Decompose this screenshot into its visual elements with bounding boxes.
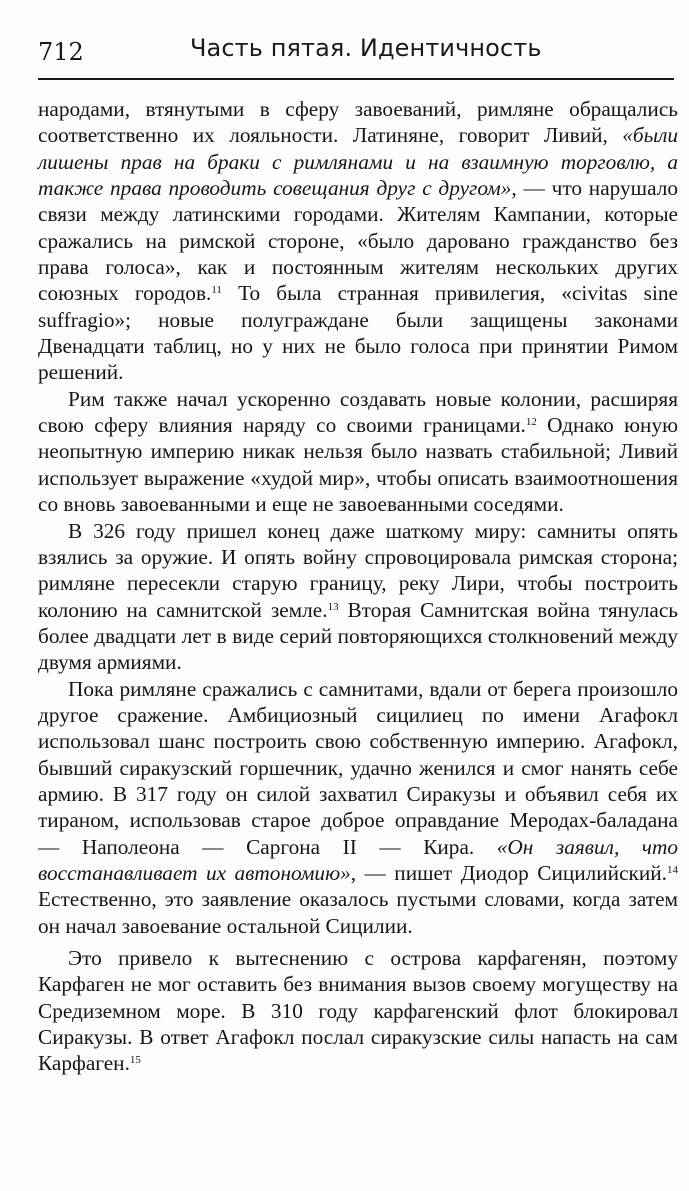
- footnote-ref-13: 13: [327, 600, 339, 613]
- footnote-ref-11: 11: [211, 284, 222, 297]
- paragraph-2-text-1: Рим также начал ускоренно создавать новые колонии, расширяя свою сферу влияния наряду со своими границами.: [38, 386, 678, 438]
- running-head: Часть пятая. Идентичность: [190, 34, 542, 62]
- paragraph-1-quote: «были лишены прав на браки с римлянами и на взаимную торговлю, а также права проводить совещания друг с другом»: [38, 123, 678, 201]
- footnote-ref-15: 15: [129, 1054, 141, 1067]
- paragraph-3: [38, 518, 678, 676]
- paragraph-4: [38, 676, 678, 939]
- paragraph-2-text-2: Однако юную неопытную империю никак нельзя было назвать стабильной; Ливий использует выражение «худой мир», чтобы описать взаимоотношения со вновь завоеванными и еще не завоеванными соседями.: [38, 413, 679, 517]
- paragraph-1-text-3: То была странная привилегия, «civitas sine suffragio»; новые полуграждане были защищены законами Двенадцати таблиц, но у них не было голоса при принятии Римом решений.: [38, 281, 678, 385]
- paragraph-4-text-2: , — пишет Диодор Сицилийский.: [350, 860, 667, 885]
- paragraph-3-text-2: Вторая Самнитская война тянулась более двадцати лет в виде серий повторяющихся столкновений между двумя армиями.: [38, 597, 679, 675]
- paragraph-5: [38, 945, 678, 1077]
- paragraph-2: [38, 386, 678, 518]
- paragraph-4-quote: «Он заявил, что восстанавливает их автономию»: [38, 834, 678, 885]
- paragraph-1-text-1: народами, втянутыми в сферу завоеваний, римляне обращались соответственно их лояльности. Латиняне, говорит Ливий,: [38, 97, 678, 148]
- paragraph-1: [38, 96, 678, 386]
- paragraph-5-text-1: Это привело к вытеснению с острова карфагенян, поэтому Карфаген не мог оставить без внимания вызов своему могуществу на Средиземном море. В 310 году карфагенский флот блокировал Сиракузы. В ответ Агафокл послал сиракузские силы напасть на сам Карфаген.: [38, 946, 678, 1076]
- footnote-ref-14: 14: [667, 863, 678, 876]
- header-rule: [38, 78, 674, 80]
- paragraph-1-text-2: , — что нарушало связи между латинскими городами. Жителям Кампании, которые сражались на римской стороне, «было даровано гражданство без права голоса», как и постоянным жителям нескольких других союзных городов.: [38, 176, 678, 306]
- footnote-ref-12: 12: [525, 416, 537, 429]
- paragraph-4-text-3: Естественно, это заявление оказалось пустыми словами, когда затем он начал завоевание остальной Сицилии.: [38, 887, 678, 938]
- body-text: [38, 96, 678, 1077]
- paragraph-3-text-1: В 326 году пришел конец даже шаткому миру: самниты опять взялись за оружие. И опять войну спровоцировала римская сторона; римляне пересекли старую границу, реку Лири, чтобы построить колонию на самнитской земле.: [38, 518, 678, 622]
- paragraph-4-text-1: Пока римляне сражались с самнитами, вдали от берега произошло другое сражение. Амбициозный сицилиец по имени Агафокл использовал шанс построить свою собственную империю. Агафокл, бывший сиракузский горшечник, удачно женился и смог нанять себе армию. В 317 году он силой захватил Сиракузы и объявил себя их тираном, использовав старое доброе оправдание Меродах-баладана — Наполеона — Саргона II — Кира.: [38, 676, 678, 859]
- page-number: 712: [38, 38, 84, 66]
- page-header: [38, 34, 678, 78]
